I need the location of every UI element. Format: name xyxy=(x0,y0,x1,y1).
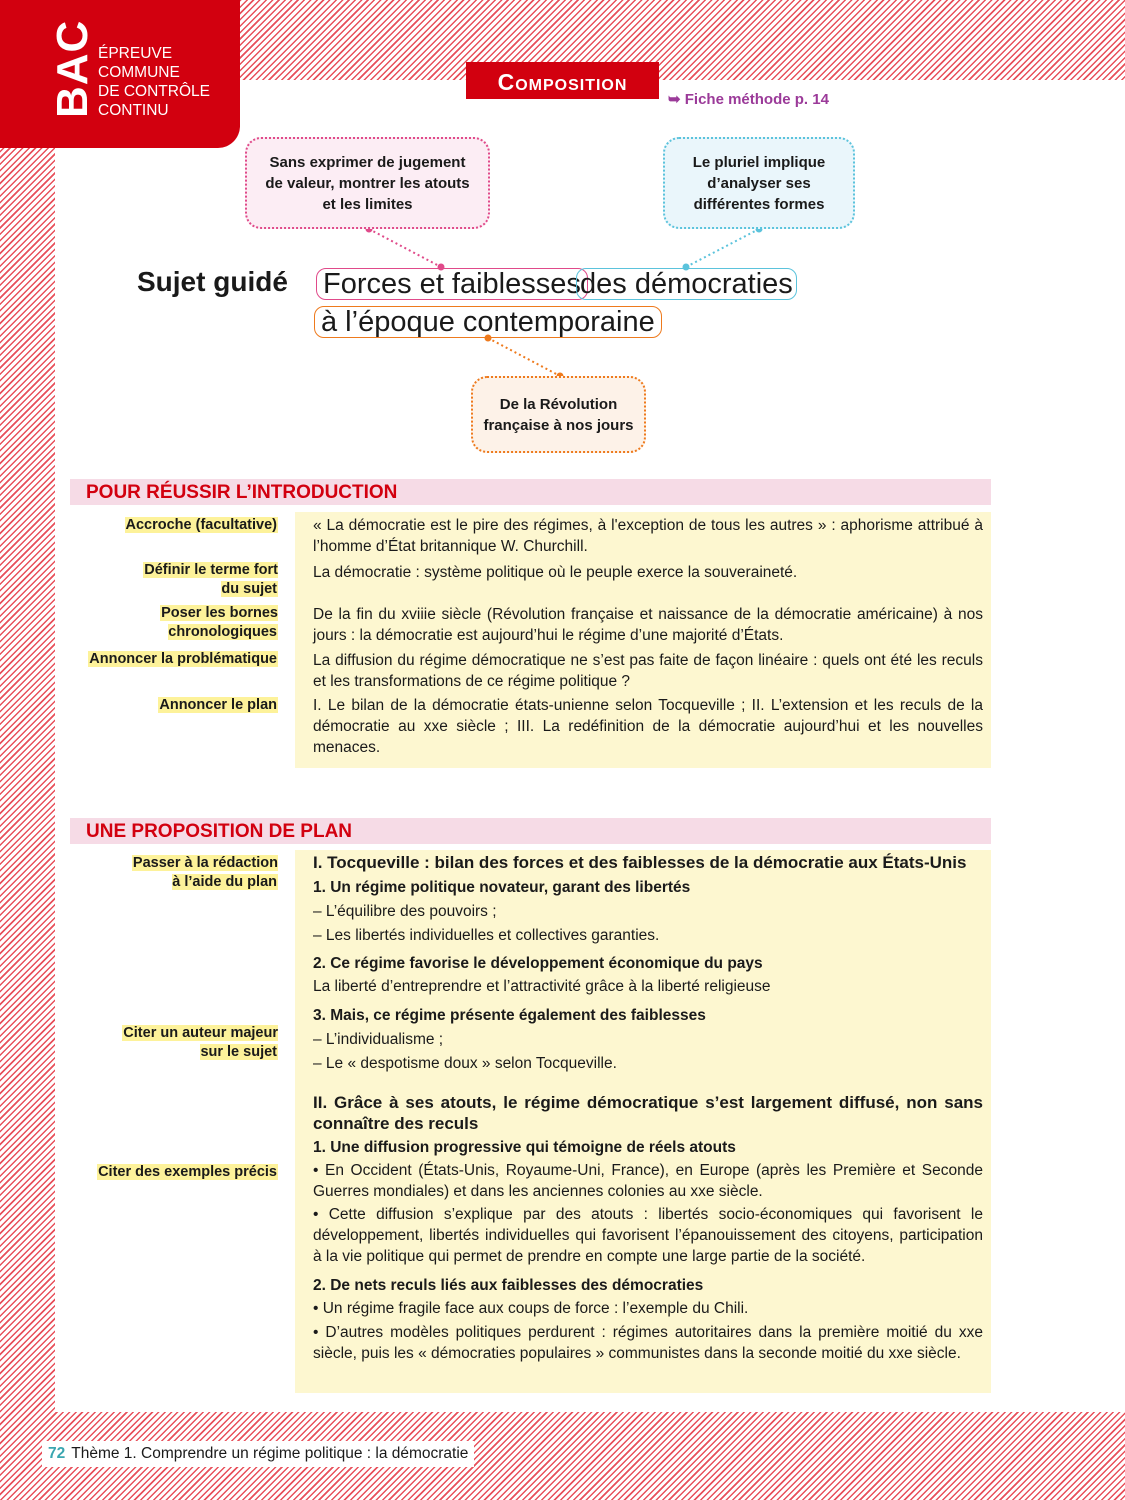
subject-part-democraties: des démocraties xyxy=(576,268,797,300)
plan-subtitle: 2. Ce régime favorise le développement économique du pays xyxy=(313,955,763,972)
plan-subtitle: 1. Une diffusion progressive qui témoigne de réels atouts xyxy=(313,1139,736,1156)
plan-line: • Un régime fragile face aux coups de force : l’exemple du Chili. xyxy=(313,1300,749,1317)
bac-label: BAC xyxy=(48,19,97,118)
plan-line: – Les libertés individuelles et collectives garanties. xyxy=(313,927,660,944)
plan-part-title: II. Grâce à ses atouts, le régime démocratique s’est largement diffusé, non sans connaître des reculs xyxy=(313,1093,983,1133)
bac-line: CONTINU xyxy=(98,102,169,119)
intro-text: I. Le bilan de la démocratie états-unienne selon Tocqueville ; II. L’extension et les reculs de la démocratie au xxe siècle ; III. La redéfinition de la démocratie aujourd’hui et les nouvelles menaces. xyxy=(313,697,983,756)
label-text: Définir le terme fort du sujet xyxy=(144,562,278,597)
plan-subtitle: 1. Un régime politique novateur, garant des libertés xyxy=(313,879,691,896)
plan-label xyxy=(128,854,278,892)
plan-line: – L’équilibre des pouvoirs ; xyxy=(313,903,497,920)
intro-label xyxy=(148,604,278,642)
label-text: Citer des exemples précis xyxy=(98,1164,277,1180)
intro-text: La démocratie : système politique où le peuple exerce la souveraineté. xyxy=(313,564,798,581)
label-text: Poser les bornes chronologiques xyxy=(161,605,278,640)
subject-part-epoque: à l’époque contemporaine xyxy=(314,306,662,338)
plan-line: • En Occident (États-Unis, Royaume-Uni, France), en Europe (après les Première et Seconde Guerres mondiales) et dans les anciennes colonies au xxe siècle. xyxy=(313,1162,983,1200)
intro-heading: POUR RÉUSSIR L’INTRODUCTION xyxy=(70,479,991,505)
annotation-bubble-pink: Sans exprimer de jugement de valeur, montrer les atouts et les limites xyxy=(245,137,490,229)
plan-label xyxy=(108,1024,278,1062)
bac-line: DE CONTRÔLE xyxy=(98,83,210,100)
bac-line: COMMUNE xyxy=(98,64,180,81)
intro-text: De la fin du xviiie siècle (Révolution française et naissance de la démocratie américaine) à nos jours : la démocratie est aujourd’hui le régime d’une majorité d’États. xyxy=(313,606,983,644)
intro-box xyxy=(295,512,991,768)
label-text: Annoncer le plan xyxy=(159,697,277,713)
composition-title: Composition xyxy=(466,62,659,99)
fiche-methode-link[interactable]: ➥ Fiche méthode p. 14 xyxy=(668,91,829,108)
page-footer xyxy=(42,1441,474,1467)
intro-label xyxy=(125,516,279,535)
plan-line: • D’autres modèles politiques perdurent : régimes autoritaires dans la première moitié du xxe siècle, puis les « démocraties populaires » communistes dans la seconde moitié du xxe siècle. xyxy=(313,1324,983,1362)
plan-subtitle: 2. De nets reculs liés aux faiblesses des démocraties xyxy=(313,1277,704,1294)
plan-label xyxy=(97,1163,278,1182)
intro-label xyxy=(128,561,278,599)
annotation-bubble-orange: De la Révolution française à nos jours xyxy=(471,376,646,453)
label-text: Accroche (facultative) xyxy=(125,517,277,533)
plan-line: – Le « despotisme doux » selon Tocqueville. xyxy=(313,1055,617,1072)
plan-heading: UNE PROPOSITION DE PLAN xyxy=(70,818,991,844)
footer-theme: Thème 1. Comprendre un régime politique : la démocratie xyxy=(71,1445,469,1462)
intro-label xyxy=(88,650,278,669)
label-text: Passer à la rédaction à l’aide du plan xyxy=(132,855,278,890)
plan-subtitle: 3. Mais, ce régime présente également des faiblesses xyxy=(313,1007,706,1024)
label-text: Citer un auteur majeur sur le sujet xyxy=(123,1025,278,1060)
plan-line: La liberté d’entreprendre et l’attractivité grâce à la liberté religieuse xyxy=(313,978,771,995)
page-number: 72 xyxy=(48,1445,66,1462)
plan-line: • Cette diffusion s’explique par des atouts : libertés socio-économiques qui favorisent le développement, libertés individuelles qui favorisent l’épanouissement des citoyens, participation à la vie politique qui permet de prendre en compte une large partie de la société. xyxy=(313,1206,983,1265)
subject-label: Sujet guidé xyxy=(137,266,288,297)
label-text: Annoncer la problématique xyxy=(89,651,277,667)
plan-line: – L’individualisme ; xyxy=(313,1031,444,1048)
intro-text: « La démocratie est le pire des régimes, à l'exception de tous les autres » : aphorisme attribué à l’homme d’État britannique W. Churchill. xyxy=(313,517,983,555)
plan-part-title: I. Tocqueville : bilan des forces et des faiblesses de la démocratie aux États-Unis xyxy=(313,853,967,872)
bac-line: ÉPREUVE xyxy=(98,45,173,62)
annotation-bubble-blue: Le pluriel implique d’analyser ses différentes formes xyxy=(663,137,855,229)
intro-text: La diffusion du régime démocratique ne s’est pas faite de façon linéaire : quels ont été les reculs et les transformations de ce régime politique ? xyxy=(313,652,983,690)
plan-box xyxy=(295,850,991,1393)
subject-part-forces: Forces et faiblesses xyxy=(316,268,588,300)
intro-label xyxy=(158,696,278,715)
